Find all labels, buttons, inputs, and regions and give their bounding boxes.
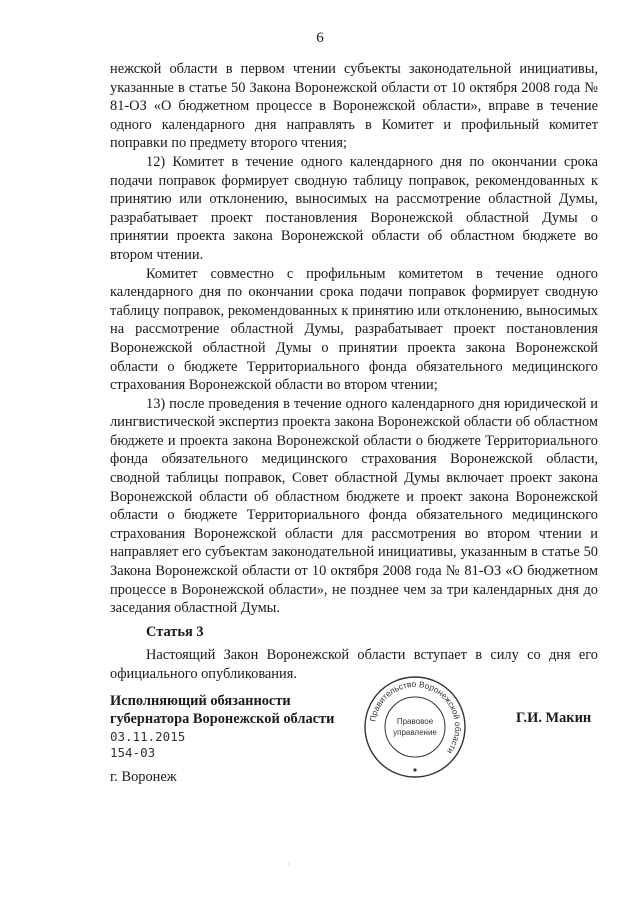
stamp-dot [413, 768, 416, 771]
signature-title-line-1: Исполняющий обязанности [110, 693, 291, 709]
stamp-inner-line-1: Правовое [396, 717, 434, 726]
footer-mark: · [287, 860, 290, 869]
page-number: 6 [316, 30, 324, 46]
article-text: Настоящий Закон Воронежской области вступает в силу со дня его официального опубликования. [110, 647, 598, 682]
stamp-inner-line-2: управление [393, 728, 437, 737]
paragraph-committee: Комитет совместно с профильным комитетом в течение одного календарного дня по окончании срока подачи поправок формирует сводную таблицу поправок, рекомендованных к принятию или отклонению, выносимых на рассмотрение областной Думы, разрабатывает проект постановления Воронежской областной Думы о принятии проекта закона Воронежской области о бюджете Территориального фонда обязательного медицинского страхования Воронежской области во втором чтении; [110, 265, 598, 394]
paragraph-item-13: 13) после проведения в течение одного календарного дня юридической и лингвистической экспертиз проекта закона Воронежской области об областном бюджете и проекта закона Воронежской области о бюджете Территориального фонда обязательного медицинского страхования Воронежской области, сводной таблицы поправок, Совет областной Думы включает проект закона Воронежской области об областном бюджете и проект закона Воронежской области о бюджете Территориального фонда обязательного медицинского страхования Воронежской области для рассмотрения во втором чтении и направляет его субъектам законодательной инициативы, указанным в статье 50 Закона Воронежской области от 10 октября 2008 года № 81-ОЗ «О бюджетном процессе в Воронежской области», не позднее чем за три календарных дня до заседания областной Думы. [110, 395, 598, 617]
stamp-graphic [360, 672, 470, 782]
document-date: 03.11.2015 [110, 728, 186, 744]
stamp-outer-text: Правительство Воронежской области [367, 678, 464, 757]
signature-title-line-2: губернатора Воронежской области [110, 711, 335, 728]
official-stamp [360, 672, 470, 782]
signer-name: Г.И. Макин [516, 710, 592, 726]
document-city: г. Воронеж [110, 768, 177, 785]
signature-block [110, 692, 334, 786]
document-number: 154-03 [110, 744, 156, 760]
document-body [110, 60, 598, 684]
article-heading: Статья 3 [146, 623, 204, 640]
paragraph-continuation: нежской области в первом чтении субъекты законодательной инициативы, указанные в статье 50 Закона Воронежской области от 10 октября 2008 года № 81-ОЗ «О бюджетном процессе в Воронежской области», вправе в течение одного календарного дня направлять в Комитет и профильный комитет поправки по предмету второго чтения; [110, 61, 598, 152]
paragraph-item-12: 12) Комитет в течение одного календарного дня по окончании срока подачи поправок формирует сводную таблицу поправок, рекомендованных к принятию или отклонению, выносимых на рассмотрение областной Думы, разрабатывает проект постановления Воронежской областной Думы о принятии проекта закона Воронежской области об областном бюджете во втором чтении. [110, 153, 598, 263]
